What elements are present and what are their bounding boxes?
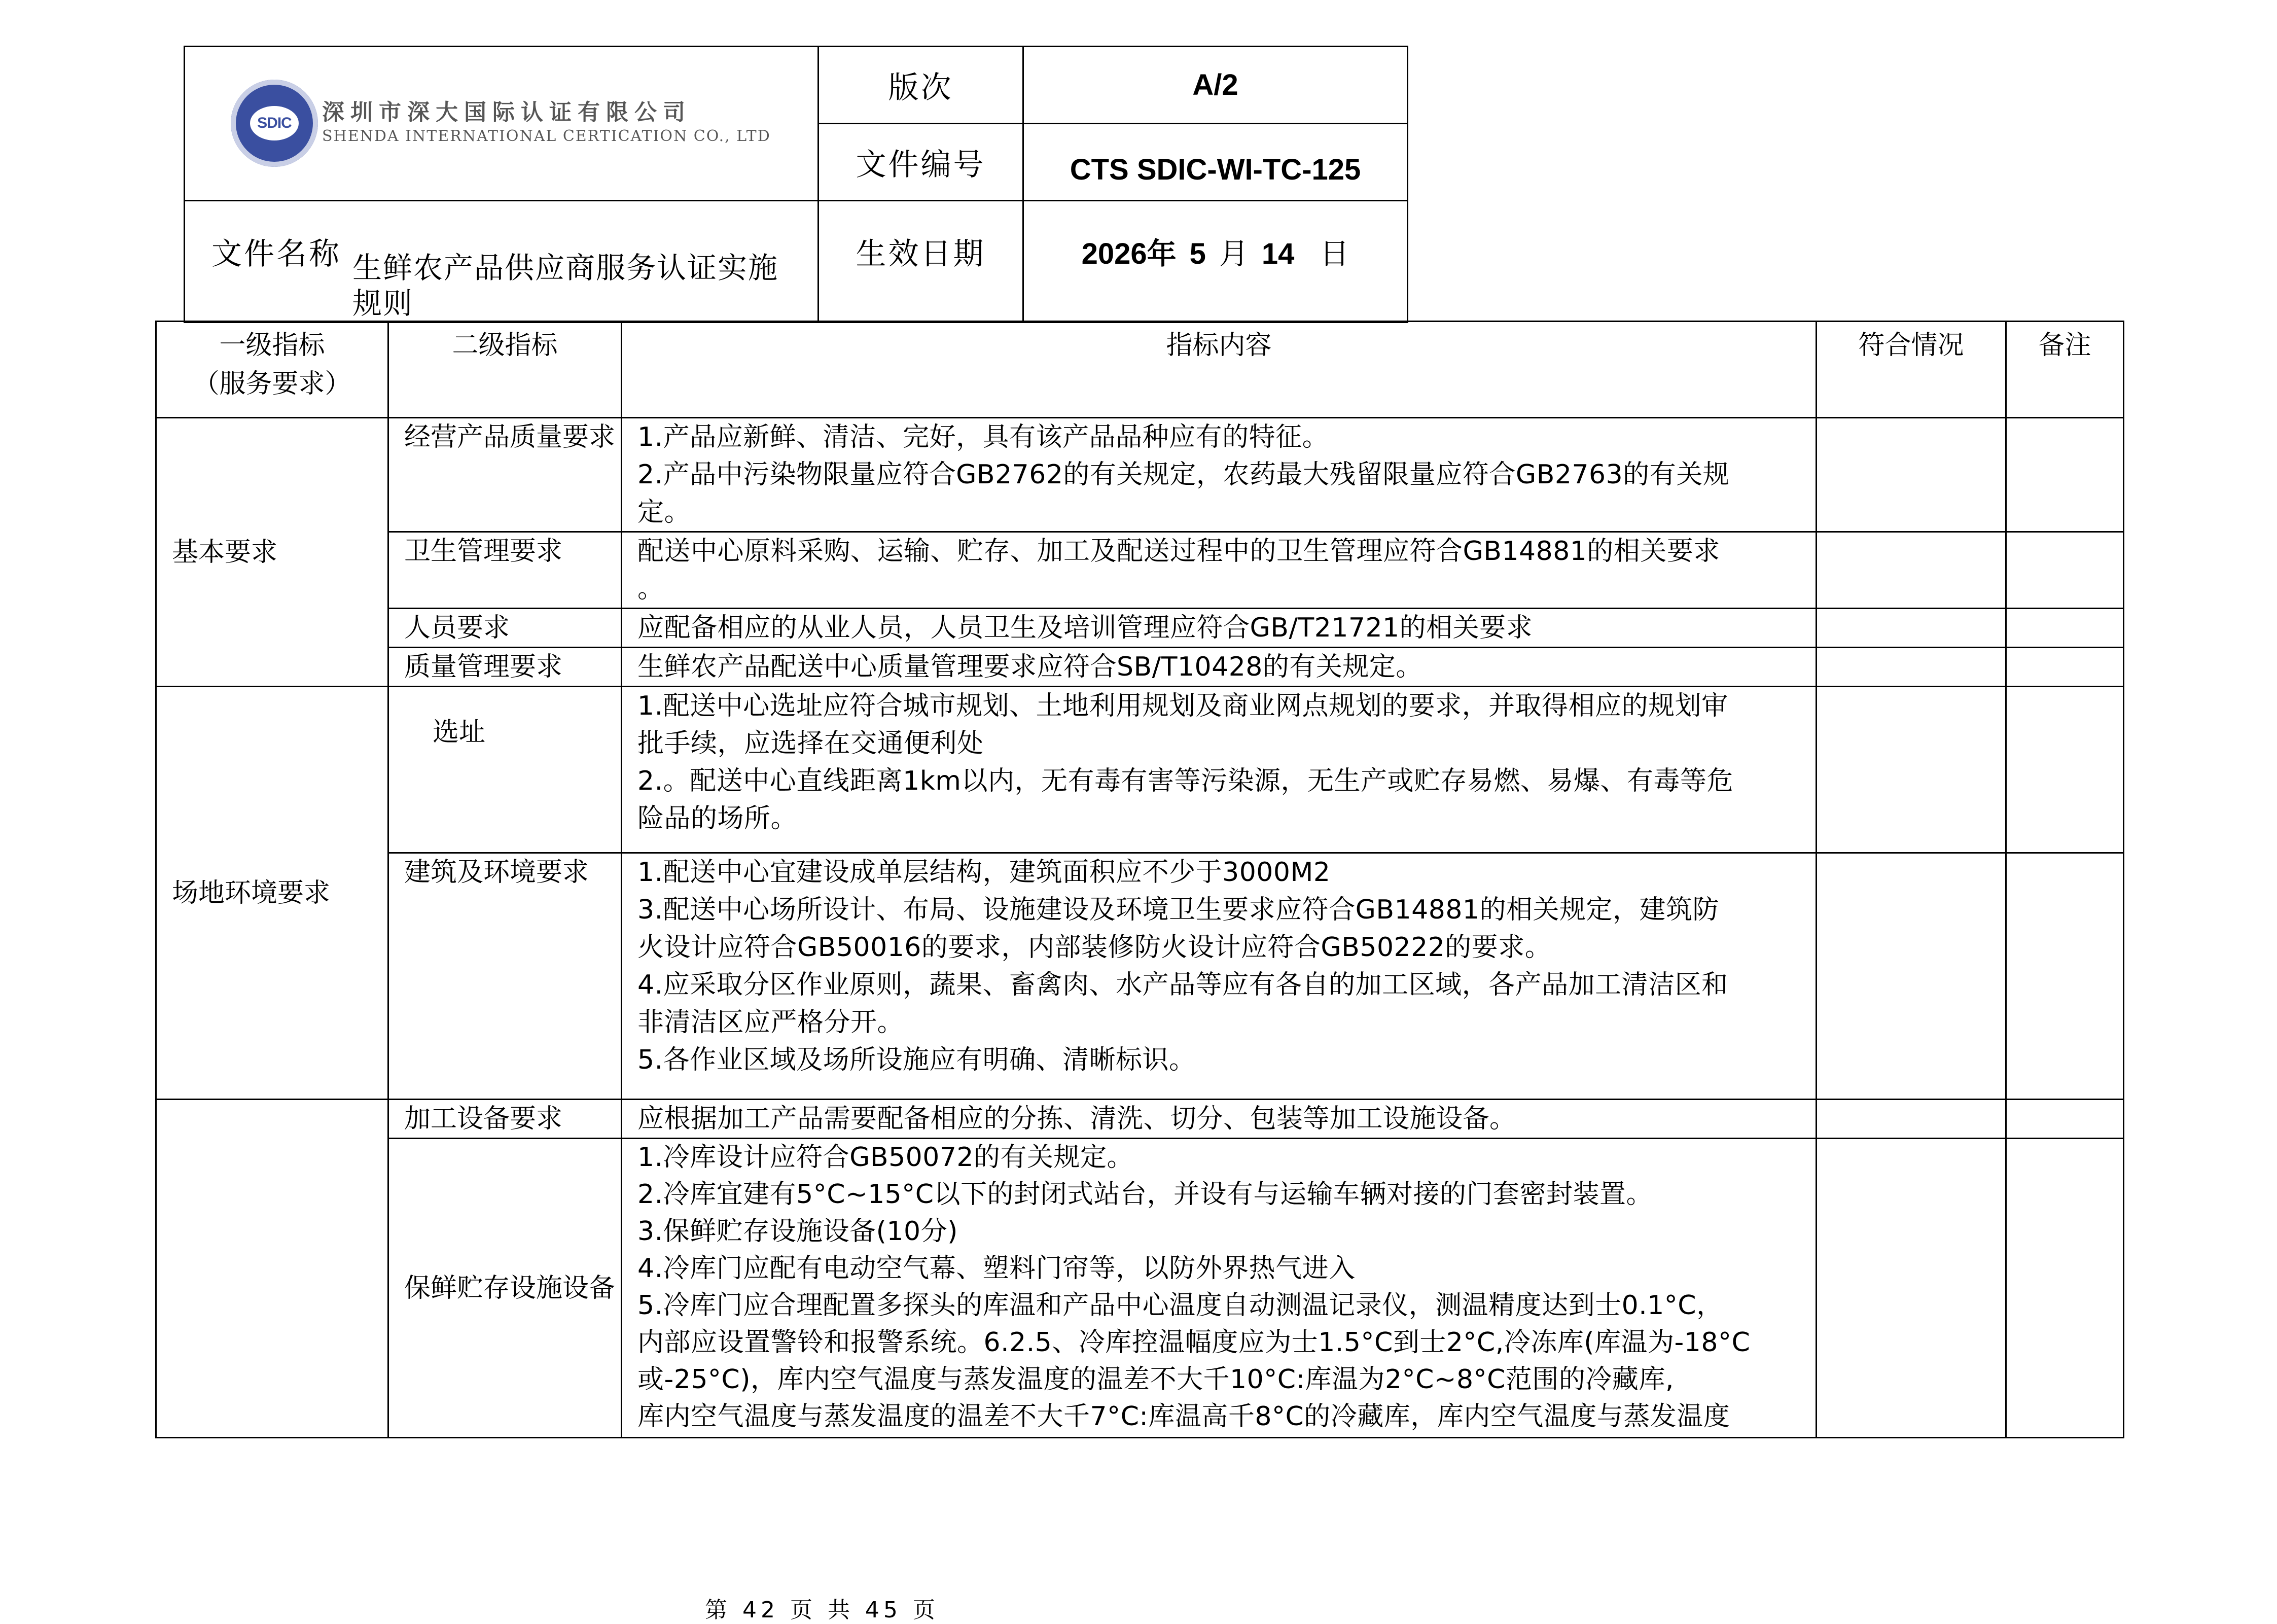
level2-cell: 卫生管理要求	[388, 532, 622, 609]
company-logo-cell	[185, 47, 819, 201]
level1-basic: 基本要求	[156, 418, 388, 687]
compliance-cell[interactable]	[1817, 418, 2006, 532]
remarks-cell[interactable]	[2006, 687, 2124, 853]
remarks-cell[interactable]	[2006, 532, 2124, 609]
document-header-table	[184, 46, 1408, 323]
content-cell: 配送中心原料采购、运输、贮存、加工及配送过程中的卫生管理应符合GB14881的相关要求 。	[622, 532, 1817, 609]
level1-site-environment: 场地环境要求	[156, 687, 388, 1100]
file-name-cell	[185, 201, 819, 323]
content-cell: 1.产品应新鲜、清洁、完好，具有该产品品种应有的特征。 2.产品中污染物限量应符合GB2762的有关规定，农药最大残留限量应符合GB2763的有关规 定。	[622, 418, 1817, 532]
level2-cell: 质量管理要求	[388, 648, 622, 687]
col-header-remarks: 备注	[2006, 322, 2124, 418]
compliance-cell[interactable]	[1817, 609, 2006, 648]
effective-date-month-unit: 月	[1219, 237, 1249, 270]
remarks-cell[interactable]	[2006, 1139, 2124, 1438]
level2-cell: 经营产品质量要求	[388, 418, 622, 532]
page-footer: 第 42 页 共 45 页	[705, 1597, 939, 1623]
content-cell: 应根据加工产品需要配备相应的分拣、清洗、切分、包装等加工设施设备。	[622, 1100, 1817, 1139]
col-header-level1: 一级指标 （服务要求）	[156, 322, 388, 418]
effective-date-day: 14	[1261, 237, 1295, 270]
col-header-compliance: 符合情况	[1817, 322, 2006, 418]
level2-cell: 建筑及环境要求	[388, 853, 622, 1100]
company-seal-text: SDIC	[250, 106, 299, 140]
file-name-label: 文件名称	[211, 236, 341, 272]
compliance-cell[interactable]	[1817, 532, 2006, 609]
table-row	[156, 648, 2124, 687]
remarks-cell[interactable]	[2006, 853, 2124, 1100]
company-name-en: SHENDA INTERNATIONAL CERTICATION CO., LTD	[322, 127, 771, 145]
table-row	[156, 687, 2124, 853]
remarks-cell[interactable]	[2006, 648, 2124, 687]
compliance-cell[interactable]	[1817, 1100, 2006, 1139]
table-row	[156, 1139, 2124, 1438]
company-name-cn: 深圳市深大国际认证有限公司	[322, 99, 691, 125]
table-row	[156, 418, 2124, 532]
compliance-cell[interactable]	[1817, 853, 2006, 1100]
level2-cell: 人员要求	[388, 609, 622, 648]
compliance-cell[interactable]	[1817, 648, 2006, 687]
table-row	[156, 532, 2124, 609]
content-cell: 1.冷库设计应符合GB50072的有关规定。 2.冷库宜建有5°C~15°C以下的封闭式站台，并设有与运输车辆对接的门套密封装置。 3.保鲜贮存设施设备(10分) 4.冷库门应配有电动空气幕、塑料门帘等，以防外界热气进入 5.冷库门应合理配置多探头的库温和产品中心温度自动测温记录仪，测温精度达到士0.1°C， 内部应设置警铃和报警系统。6.2.5、冷库控温幅度应为士1.5°C到士2°C,冷冻库(库温为-18°C 或-25°C)，库内空气温度与蒸发温度的温差不大千10°C:库温为2°C~8°C范围的冷藏库, 库内空气温度与蒸发温度的温差不大千7°C:库温高千8°C的冷藏库，库内空气温度与蒸发温度	[622, 1139, 1817, 1438]
table-row	[156, 609, 2124, 648]
col-header-level2: 二级指标	[388, 322, 622, 418]
edition-label: 版次	[819, 47, 1023, 124]
content-cell: 应配备相应的从业人员，人员卫生及培训管理应符合GB/T21721的相关要求	[622, 609, 1817, 648]
level2-cell: 保鲜贮存设施设备	[388, 1139, 622, 1438]
service-requirements-table	[155, 321, 2124, 1438]
effective-date-day-unit: 日	[1320, 237, 1349, 270]
content-cell: 1.配送中心选址应符合城市规划、土地利用规划及商业网点规划的要求，并取得相应的规划审 批手续，应选择在交通便利处 2.。配送中心直线距离1km以内，无有毒有害等污染源，无生产或贮存易燃、易爆、有毒等危 险品的场所。	[622, 687, 1817, 853]
doc-number-value: CTS SDIC-WI-TC-125	[1023, 124, 1408, 201]
doc-number-label: 文件编号	[819, 124, 1023, 201]
remarks-cell[interactable]	[2006, 609, 2124, 648]
content-cell: 生鲜农产品配送中心质量管理要求应符合SB/T10428的有关规定。	[622, 648, 1817, 687]
compliance-cell[interactable]	[1817, 1139, 2006, 1438]
content-cell: 1.配送中心宜建设成单层结构，建筑面积应不少于3000M2 3.配送中心场所设计、布局、设施建设及环境卫生要求应符合GB14881的相关规定，建筑防 火设计应符合GB50016的要求，内部装修防火设计应符合GB50222的要求。 4.应采取分区作业原则，蔬果、畜禽肉、水产品等应有各自的加工区域，各产品加工清洁区和 非清洁区应严格分开。 5.各作业区域及场所设施应有明确、清晰标识。	[622, 853, 1817, 1100]
edition-value: A/2	[1023, 47, 1408, 124]
level2-cell: 选址	[388, 687, 622, 853]
effective-date-value	[1023, 201, 1408, 323]
remarks-cell[interactable]	[2006, 1100, 2124, 1139]
level2-cell: 加工设备要求	[388, 1100, 622, 1139]
table-row	[156, 853, 2124, 1100]
company-seal-icon	[231, 80, 318, 167]
effective-date-label: 生效日期	[819, 201, 1023, 323]
remarks-cell[interactable]	[2006, 418, 2124, 532]
compliance-cell[interactable]	[1817, 687, 2006, 853]
file-name-value: 生鲜农产品供应商服务认证实施规则	[352, 251, 779, 321]
col-header-content: 指标内容	[622, 322, 1817, 418]
table-header-row	[156, 322, 2124, 418]
level1-facilities	[156, 1100, 388, 1438]
effective-date-year: 2026年	[1081, 237, 1177, 270]
table-row	[156, 1100, 2124, 1139]
effective-date-month: 5	[1189, 237, 1206, 270]
